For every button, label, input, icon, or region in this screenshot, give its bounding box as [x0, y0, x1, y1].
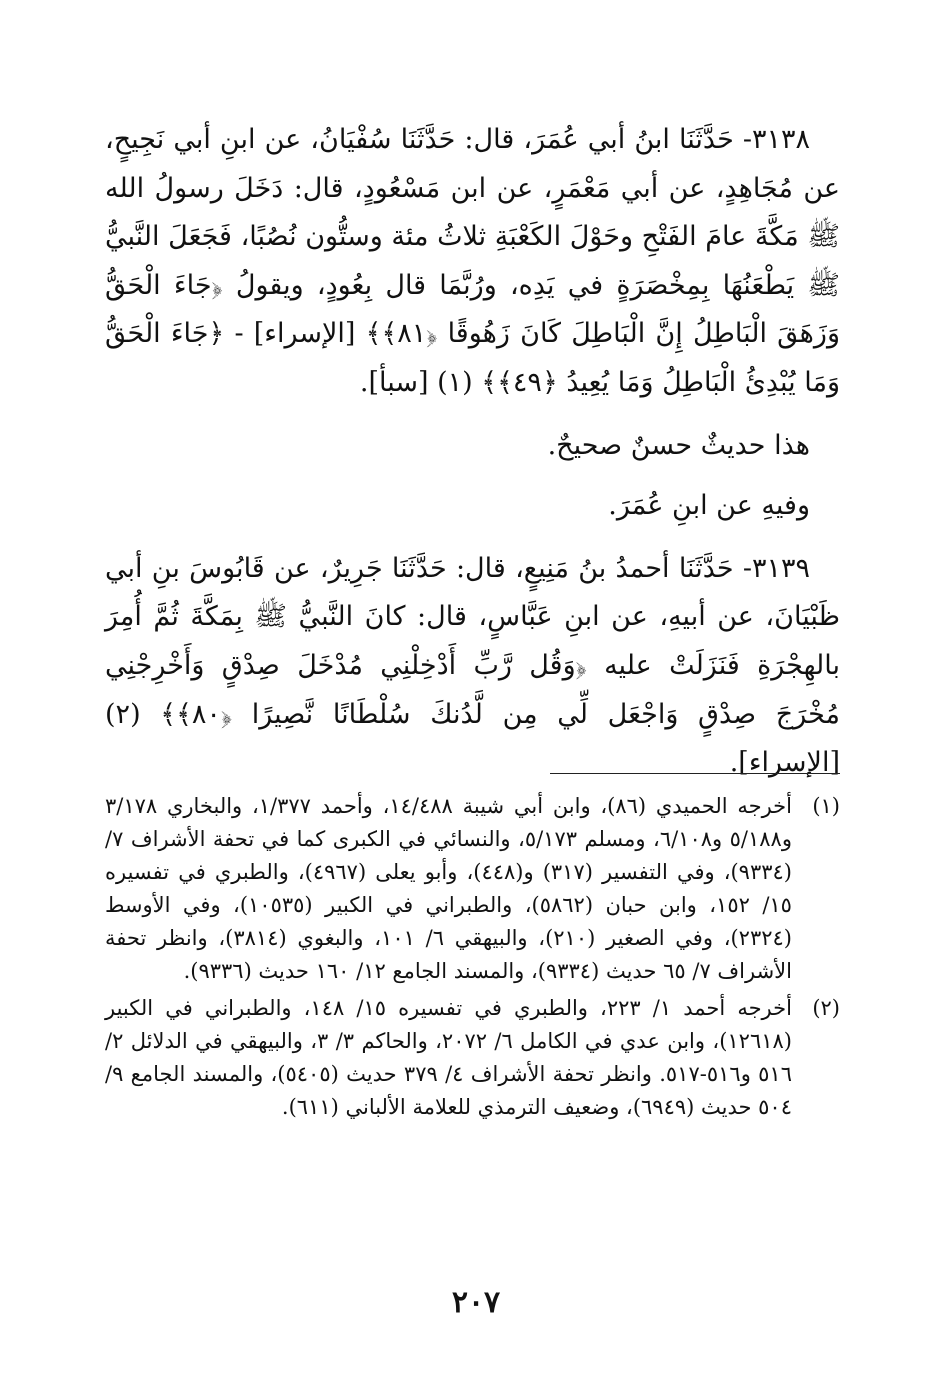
main-text: [105, 116, 840, 788]
footnote-text: أخرجه الحميدي (٨٦)، وابن أبي شيبة ١٤/٤٨٨، وأحمد ١/٣٧٧، والبخاري ٣/١٧٨ و٥/١٨٨ و٦/١٠٨، ومسلم ٥/١٧٣، والنسائي في الكبرى كما في تحفة الأشراف ٧/ (٩٣٣٤)، وفي التفسير (٣١٧) و(٤٤٨)، وأبو يعلى (٤٩٦٧)، والطبري في تفسيره ١٥/ ١٥٢، وابن حبان (٥٨٦٢)، والطبراني في الكبير (١٠٥٣٥)، وفي الأوسط (٢٣٢٤)، وفي الصغير (٢١٠)، والبيهقي ٦/ ١٠١، والبغوي (٣٨١٤)، وانظر تحفة الأشراف ٧/ ٦٥ حديث (٩٣٣٤)، والمسند الجامع ١٢/ ١٦٠ حديث (٩٣٣٦).: [105, 794, 792, 983]
footnote-number: (٢): [812, 996, 840, 1020]
footnote-1: [105, 790, 840, 988]
footnote-2: [105, 992, 840, 1124]
footnote-separator: [550, 773, 840, 774]
footnotes: [105, 790, 840, 1128]
grading-note: هذا حديثٌ حسنٌ صحيحٌ.: [547, 429, 810, 461]
footnote-number: (١): [812, 794, 840, 818]
footnote-text: أخرجه أحمد ١/ ٢٢٣، والطبري في تفسيره ١٥/ ١٤٨، والطبراني في الكبير (١٢٦١٨)، وابن عدي في الكامل ٦/ ٢٠٧٢، والحاكم ٣/ ٣، والبيهقي في الدلائل ٢/ ٥١٦ و٥١٦-٥١٧. وانظر تحفة الأشراف ٤/ ٣٧٩ حديث (٥٤٠٥)، والمسند الجامع ٩/ ٥٠٤ حديث (٦٩٤٩)، وضعيف الترمذي للعلامة الألباني (٦١١).: [105, 996, 792, 1119]
hadith-3138: ٣١٣٨- حَدَّثَنَا ابنُ أبي عُمَرَ، قال: حَدَّثَنَا سُفْيَانُ، عن ابنِ أبي نَجِيحٍ، عن مُجَاهِدٍ، عن أبي مَعْمَرٍ، عن ابن مَسْعُودٍ، قال: دَخَلَ رسولُ الله ﷺ مَكَّةَ عامَ الفَتْحِ وحَوْلَ الكَعْبَةِ ثلاثُ مئة وستُّون نُصُبًا، فَجَعَلَ النَّبيُّ ﷺ يَطْعَنُهَا بِمِخْصَرَةٍ في يَدِه، ورُبَّمَا قال بِعُودٍ، ويقولُ ﴿جَاءَ الْحَقُّ وَزَهَقَ الْبَاطِلُ إِنَّ الْبَاطِلَ كَانَ زَهُوقًا ﴿٨١﴾﴾ [الإسراء] - ﴿جَاءَ الْحَقُّ وَمَا يُبْدِئُ الْبَاطِلُ وَمَا يُعِيدُ ﴿٤٩﴾﴾ (١) [سبأ].: [105, 124, 840, 398]
chapter-note: وفيهِ عن ابنِ عُمَرَ.: [608, 490, 810, 522]
hadith-3139: ٣١٣٩- حَدَّثَنَا أحمدُ بنُ مَنِيعٍ، قال: حَدَّثَنَا جَرِيرٌ، عن قَابُوسَ بنِ أبي ظَبْيَانَ، عن أبيهِ، عن ابنِ عَبَّاسٍ، قال: كانَ النَّبيُّ ﷺ بِمَكَّةَ ثُمَّ أُمِرَ بالهِجْرَةِ فَنَزَلَتْ عليه ﴿وَقُل رَّبِّ أَدْخِلْنِي مُدْخَلَ صِدْقٍ وَأَخْرِجْنِي مُخْرَجَ صِدْقٍ وَاجْعَل لِّي مِن لَّدُنكَ سُلْطَانًا نَّصِيرًا ﴿٨٠﴾﴾ (٢) [الإسراء].: [105, 552, 840, 779]
page-number: ٢٠٧: [451, 1285, 501, 1320]
